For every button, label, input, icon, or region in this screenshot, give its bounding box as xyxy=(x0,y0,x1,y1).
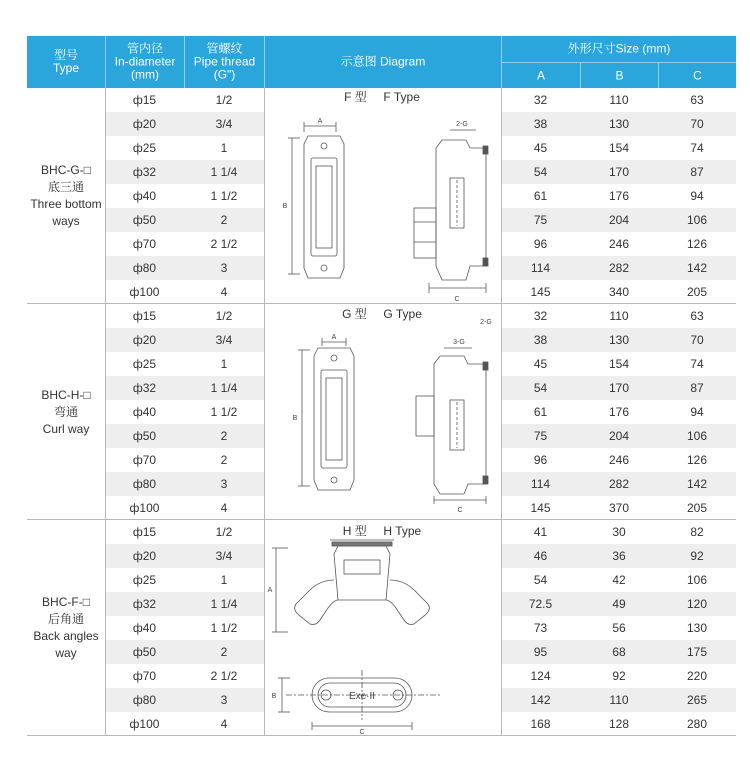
cell-thread: 2 xyxy=(220,213,228,227)
cell-a: 61 xyxy=(533,405,548,419)
cell-diameter: ф40 xyxy=(132,405,157,419)
header-col-a: A xyxy=(501,62,580,88)
cell-c: 70 xyxy=(690,333,704,347)
h-label-c: C xyxy=(359,729,365,736)
cell-b: 204 xyxy=(608,429,630,443)
cell-diameter: ф100 xyxy=(129,717,160,731)
cell-thread: 4 xyxy=(220,717,228,731)
cell-thread: 1/2 xyxy=(215,309,233,323)
model-line: 弯通 xyxy=(53,404,78,419)
diagram-h-type xyxy=(264,520,501,736)
cell-thread: 3 xyxy=(220,261,228,275)
g-label-a: A xyxy=(331,334,337,341)
cell-c: 175 xyxy=(686,645,708,659)
cell-diameter: ф20 xyxy=(132,117,157,131)
cell-a: 95 xyxy=(533,645,548,659)
cell-a: 142 xyxy=(530,693,551,707)
cell-diameter: ф25 xyxy=(132,141,157,155)
model-line: Three bottom xyxy=(30,197,102,211)
cell-a: 114 xyxy=(530,261,551,275)
cell-thread: 1 1/4 xyxy=(210,165,238,179)
header-thread-unit: (G") xyxy=(213,67,236,82)
cell-c: 82 xyxy=(690,525,704,539)
cell-b: 92 xyxy=(612,669,626,683)
cell-diameter: ф100 xyxy=(129,501,160,515)
cell-thread: 1 1/2 xyxy=(210,621,238,635)
cell-b: 49 xyxy=(612,597,626,611)
cell-thread: 3 xyxy=(220,693,228,707)
cell-thread: 3/4 xyxy=(215,333,233,347)
diagram-h-title: H 型 H Type xyxy=(342,524,422,538)
cell-thread: 3/4 xyxy=(215,549,233,563)
cell-c: 74 xyxy=(690,357,704,371)
cell-b: 282 xyxy=(608,261,630,275)
cell-thread: 1 1/2 xyxy=(210,405,238,419)
cell-thread: 2 xyxy=(220,645,228,659)
cell-diameter: ф70 xyxy=(132,669,157,683)
model-line: BHC-H-□ xyxy=(41,387,91,402)
cell-c: 92 xyxy=(690,549,704,563)
cell-thread: 1/2 xyxy=(215,93,233,107)
cell-b: 154 xyxy=(608,141,630,155)
cell-c: 106 xyxy=(686,213,708,227)
model-line: ways xyxy=(52,214,80,228)
model-line: 底三通 xyxy=(47,180,84,194)
cell-diameter: ф20 xyxy=(132,333,157,347)
cell-thread: 2 1/2 xyxy=(210,669,238,683)
cell-thread: 3/4 xyxy=(215,117,233,131)
cell-a: 114 xyxy=(530,477,551,491)
cell-c: 220 xyxy=(686,669,708,683)
cell-a: 38 xyxy=(533,333,548,347)
cell-a: 41 xyxy=(533,525,548,539)
cell-b: 170 xyxy=(608,381,630,395)
cell-diameter: ф40 xyxy=(132,621,157,635)
cell-a: 54 xyxy=(533,573,548,587)
model-line: Curl way xyxy=(42,421,90,436)
cell-b: 36 xyxy=(612,549,626,563)
cell-diameter: ф100 xyxy=(129,285,160,299)
f-label-2g: 2-G xyxy=(456,121,468,128)
cell-a: 54 xyxy=(533,381,548,395)
cell-b: 110 xyxy=(609,93,629,107)
cell-thread: 1 xyxy=(220,141,228,155)
h-label-a: A xyxy=(267,587,273,594)
header-model-en: Type xyxy=(52,61,79,75)
cell-a: 46 xyxy=(533,549,548,563)
h-label-exe: Exe·II xyxy=(348,691,376,702)
header-diameter xyxy=(105,36,184,88)
cell-a: 72.5 xyxy=(528,597,553,611)
cell-b: 110 xyxy=(609,309,629,323)
cell-a: 61 xyxy=(533,189,548,203)
model-line: BHC-G-□ xyxy=(41,163,91,177)
header-diameter-en: In-diameter xyxy=(114,54,176,69)
cell-a: 124 xyxy=(530,669,551,683)
cell-thread: 1 xyxy=(220,357,228,371)
cell-c: 106 xyxy=(686,573,708,587)
cell-diameter: ф32 xyxy=(132,381,157,395)
cell-diameter: ф15 xyxy=(132,93,157,107)
cell-c: 205 xyxy=(686,285,708,299)
model-line: BHC-F-□ xyxy=(42,595,90,609)
cell-c: 205 xyxy=(686,501,708,515)
cell-thread: 1 1/4 xyxy=(210,597,238,611)
cell-diameter: ф25 xyxy=(132,357,157,371)
cell-diameter: ф70 xyxy=(132,453,157,467)
cell-a: 75 xyxy=(533,429,548,443)
cell-a: 45 xyxy=(533,141,548,155)
cell-thread: 1 xyxy=(220,573,228,587)
cell-c: 87 xyxy=(690,165,704,179)
cell-c: 265 xyxy=(686,693,708,707)
cell-c: 142 xyxy=(686,261,708,275)
diagram-g-title: G 型 G Type xyxy=(342,307,422,321)
cell-b: 170 xyxy=(608,165,630,179)
f-label-b: B xyxy=(282,203,288,210)
cell-diameter: ф50 xyxy=(132,213,157,227)
model-line: way xyxy=(55,646,77,660)
cell-a: 96 xyxy=(533,453,548,467)
model-cell xyxy=(27,594,105,662)
cell-c: 94 xyxy=(690,405,704,419)
h-label-b: B xyxy=(271,693,277,700)
header-diagram: 示意图 Diagram xyxy=(264,36,501,88)
cell-diameter: ф80 xyxy=(132,261,157,275)
cell-c: 94 xyxy=(690,189,704,203)
cell-a: 73 xyxy=(533,621,548,635)
cell-c: 126 xyxy=(686,237,708,251)
cell-b: 30 xyxy=(612,525,626,539)
cell-a: 145 xyxy=(530,501,551,515)
cell-c: 142 xyxy=(686,477,708,491)
cell-b: 128 xyxy=(608,717,630,731)
model-cell xyxy=(27,162,105,230)
cell-c: 106 xyxy=(686,429,708,443)
cell-thread: 2 xyxy=(220,429,228,443)
cell-thread: 2 xyxy=(220,453,228,467)
cell-diameter: ф15 xyxy=(132,525,157,539)
cell-b: 56 xyxy=(612,621,626,635)
cell-b: 204 xyxy=(608,213,630,227)
header-col-b: B xyxy=(580,62,658,88)
header-diameter-cn: 管内径 xyxy=(126,41,163,56)
diagram-g-type xyxy=(264,304,501,520)
header-thread xyxy=(184,36,264,88)
cell-c: 63 xyxy=(690,93,704,107)
cell-c: 74 xyxy=(690,141,704,155)
cell-thread: 4 xyxy=(220,285,228,299)
g-label-c: C xyxy=(457,507,463,514)
cell-diameter: ф70 xyxy=(132,237,157,251)
cell-diameter: ф32 xyxy=(132,597,157,611)
cell-b: 130 xyxy=(608,117,630,131)
diagram-f-title: F 型 F Type xyxy=(344,90,420,104)
diagram-f-type xyxy=(264,88,501,304)
cell-thread: 4 xyxy=(220,501,228,515)
cell-diameter: ф80 xyxy=(132,477,157,491)
cell-diameter: ф40 xyxy=(132,189,157,203)
g-label-2g: 2-G xyxy=(480,319,492,326)
cell-b: 42 xyxy=(612,573,626,587)
cell-thread: 1 1/4 xyxy=(210,381,238,395)
cell-b: 110 xyxy=(609,693,629,707)
cell-b: 154 xyxy=(608,357,630,371)
cell-b: 282 xyxy=(608,477,630,491)
cell-thread: 2 1/2 xyxy=(210,237,238,251)
cell-diameter: ф80 xyxy=(132,693,157,707)
cell-diameter: ф32 xyxy=(132,165,157,179)
cell-a: 54 xyxy=(533,165,548,179)
model-line: 后角通 xyxy=(47,612,84,626)
cell-a: 75 xyxy=(533,213,548,227)
cell-diameter: ф20 xyxy=(132,549,157,563)
header-model xyxy=(27,36,105,88)
cell-thread: 3 xyxy=(220,477,228,491)
cell-c: 70 xyxy=(690,117,704,131)
cell-b: 340 xyxy=(608,285,630,299)
cell-c: 120 xyxy=(686,597,708,611)
cell-a: 96 xyxy=(533,237,548,251)
cell-b: 176 xyxy=(608,189,630,203)
cell-c: 126 xyxy=(686,453,708,467)
cell-c: 280 xyxy=(686,717,708,731)
cell-a: 45 xyxy=(533,357,548,371)
cell-b: 130 xyxy=(608,333,630,347)
cell-b: 370 xyxy=(608,501,630,515)
cell-b: 246 xyxy=(608,453,630,467)
cell-diameter: ф25 xyxy=(132,573,157,587)
cell-b: 68 xyxy=(612,645,626,659)
header-thread-en: Pipe thread xyxy=(193,54,256,69)
cell-a: 145 xyxy=(530,285,551,299)
cell-thread: 1 1/2 xyxy=(210,189,238,203)
cell-a: 32 xyxy=(533,309,548,323)
header-size: 外形尺寸Size (mm) xyxy=(501,36,736,62)
header-diameter-unit: (mm) xyxy=(131,67,159,82)
cell-diameter: ф50 xyxy=(132,429,157,443)
f-label-a: A xyxy=(317,118,323,125)
g-label-3g: 3-G xyxy=(453,339,465,346)
cell-c: 87 xyxy=(690,381,704,395)
f-label-c: C xyxy=(454,296,460,303)
cell-thread: 1/2 xyxy=(215,525,233,539)
header-thread-cn: 管螺纹 xyxy=(206,41,243,56)
cell-b: 246 xyxy=(608,237,630,251)
header-model-cn: 型号 xyxy=(53,48,78,62)
column-separator xyxy=(105,88,106,736)
cell-c: 130 xyxy=(686,621,708,635)
cell-a: 32 xyxy=(533,93,548,107)
cell-b: 176 xyxy=(608,405,630,419)
cell-a: 168 xyxy=(530,717,551,731)
header-col-c: C xyxy=(658,62,736,88)
cell-diameter: ф50 xyxy=(132,645,157,659)
cell-c: 63 xyxy=(690,309,704,323)
model-line: Back angles xyxy=(33,629,99,643)
column-separator xyxy=(501,88,502,736)
cell-a: 38 xyxy=(533,117,548,131)
model-cell xyxy=(27,387,105,438)
g-label-b: B xyxy=(292,415,298,422)
cell-diameter: ф15 xyxy=(132,309,157,323)
